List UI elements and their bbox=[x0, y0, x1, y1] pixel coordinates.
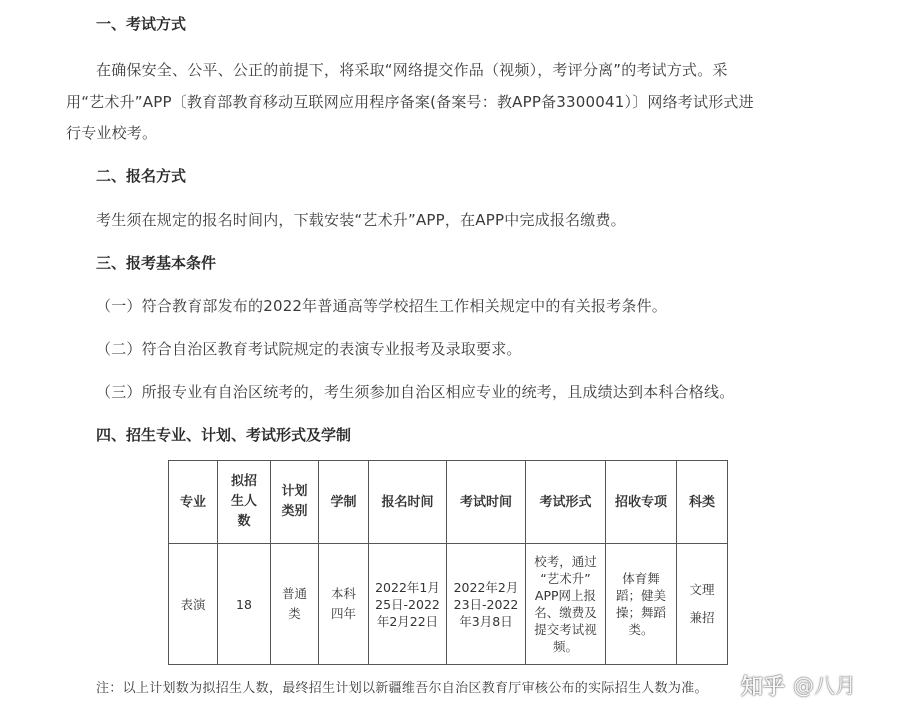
watermark-brand: 知乎 bbox=[741, 674, 786, 700]
condition-item: （一）符合教育部发布的2022年普通高等学校招生工作相关规定中的有关报考条件。 bbox=[96, 297, 667, 315]
header-subject-category: 科类 bbox=[677, 461, 728, 544]
header-registration-time: 报名时间 bbox=[369, 461, 447, 544]
table-footnote: 注：以上计划数为拟招生人数，最终招生计划以新疆维吾尔自治区教育厅审核公布的实际招生人数为准。 bbox=[96, 681, 708, 696]
table-header-row bbox=[169, 461, 728, 544]
header-duration: 学制 bbox=[319, 461, 369, 544]
cell-duration: 本科 四年 bbox=[319, 544, 369, 665]
table-row bbox=[169, 544, 728, 665]
header-plan-type: 计划 类别 bbox=[271, 461, 319, 544]
section-heading-registration: 二、报名方式 bbox=[96, 167, 187, 185]
cell-exam-form: 校考，通过 “艺术升” APP网上报 名、缴费及 提交考试视 频。 bbox=[526, 544, 606, 665]
header-special-category: 招收专项 bbox=[606, 461, 677, 544]
cell-quota: 18 bbox=[218, 544, 271, 665]
cell-exam-time: 2022年2月 23日-2022 年3月8日 bbox=[447, 544, 526, 665]
enrollment-table bbox=[168, 460, 728, 665]
cell-special-category: 体育舞 蹈；健美 操；舞蹈 类。 bbox=[606, 544, 677, 665]
header-exam-time: 考试时间 bbox=[447, 461, 526, 544]
cell-registration-time: 2022年1月 25日-2022 年2月22日 bbox=[369, 544, 447, 665]
section-heading-enrollment: 四、招生专业、计划、考试形式及学制 bbox=[96, 426, 352, 444]
paragraph-line: 用“艺术升”APP〔教育部教育移动互联网应用程序备案(备案号：教APP备3300041）〕网络考试形式进 bbox=[66, 93, 754, 111]
zhihu-watermark bbox=[741, 669, 891, 701]
header-quota: 拟招 生人 数 bbox=[218, 461, 271, 544]
cell-subject-category: 文理 兼招 bbox=[677, 544, 728, 665]
header-exam-form: 考试形式 bbox=[526, 461, 606, 544]
paragraph-line: 考生须在规定的报名时间内，下载安装“艺术升”APP，在APP中完成报名缴费。 bbox=[96, 211, 626, 229]
condition-item: （二）符合自治区教育考试院规定的表演专业报考及录取要求。 bbox=[96, 340, 522, 358]
watermark-handle: @八月 bbox=[793, 674, 857, 698]
cell-plan-type: 普通 类 bbox=[271, 544, 319, 665]
paragraph-line: 行专业校考。 bbox=[66, 124, 158, 142]
section-heading-exam-method: 一、考试方式 bbox=[96, 15, 187, 33]
condition-item: （三）所报专业有自治区统考的，考生须参加自治区相应专业的统考，且成绩达到本科合格线。 bbox=[96, 383, 735, 401]
section-heading-conditions: 三、报考基本条件 bbox=[96, 254, 217, 272]
cell-major: 表演 bbox=[169, 544, 218, 665]
paragraph-line: 在确保安全、公平、公正的前提下，将采取“网络提交作品（视频），考评分离”的考试方式。采 bbox=[96, 61, 728, 79]
header-major: 专业 bbox=[169, 461, 218, 544]
